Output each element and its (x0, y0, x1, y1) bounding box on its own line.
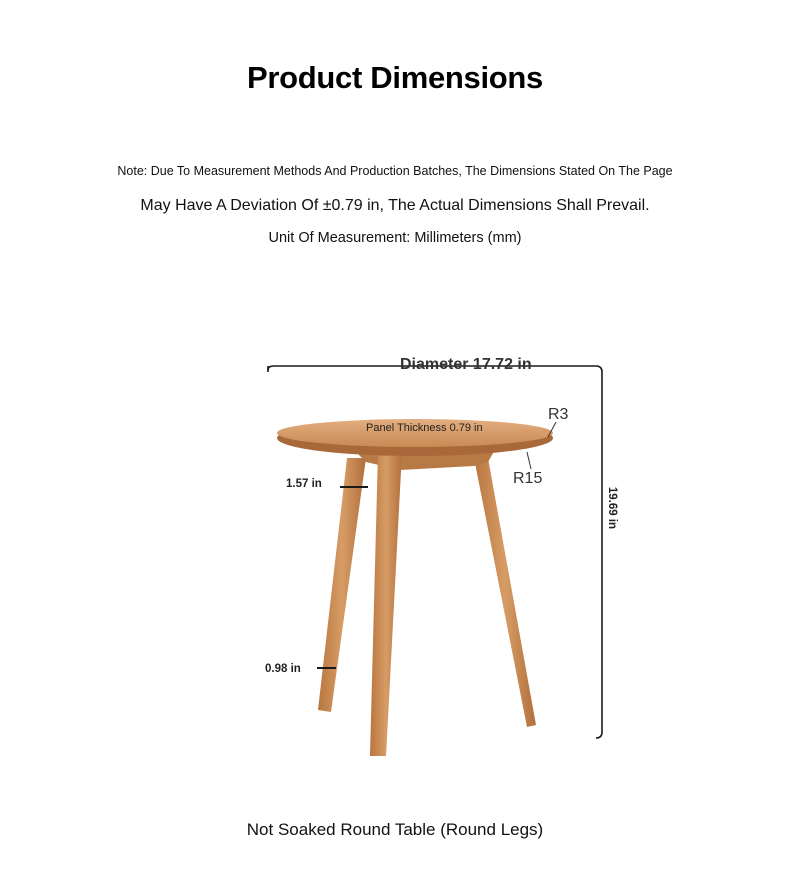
measurement-note-line2: May Have A Deviation Of ±0.79 in, The Actual Dimensions Shall Prevail. (140, 197, 650, 214)
table-leg-front (370, 452, 402, 756)
table-leg-back (474, 458, 536, 727)
measurement-note-line1: Note: Due To Measurement Methods And Production Batches, The Dimensions Stated On The Page (117, 164, 673, 178)
table-illustration (0, 340, 790, 780)
diameter-label: Diameter 17.72 in (400, 356, 532, 373)
unit-of-measurement: Unit Of Measurement: Millimeters (mm) (268, 230, 522, 246)
table-dimension-diagram (0, 340, 790, 780)
r3-leader (548, 422, 556, 437)
r15-label: R15 (513, 470, 543, 487)
page-title: Product Dimensions (246, 60, 544, 95)
leg-top-diameter-label: 1.57 in (286, 478, 322, 490)
panel-thickness-label: Panel Thickness 0.79 in (366, 422, 483, 434)
product-caption: Not Soaked Round Table (Round Legs) (246, 820, 544, 839)
r15-leader (527, 452, 531, 469)
leg-bottom-diameter-label: 0.98 in (265, 663, 301, 675)
r3-label: R3 (548, 406, 569, 423)
height-label: 19.69 in (606, 486, 618, 530)
table-leg-left (318, 458, 366, 712)
